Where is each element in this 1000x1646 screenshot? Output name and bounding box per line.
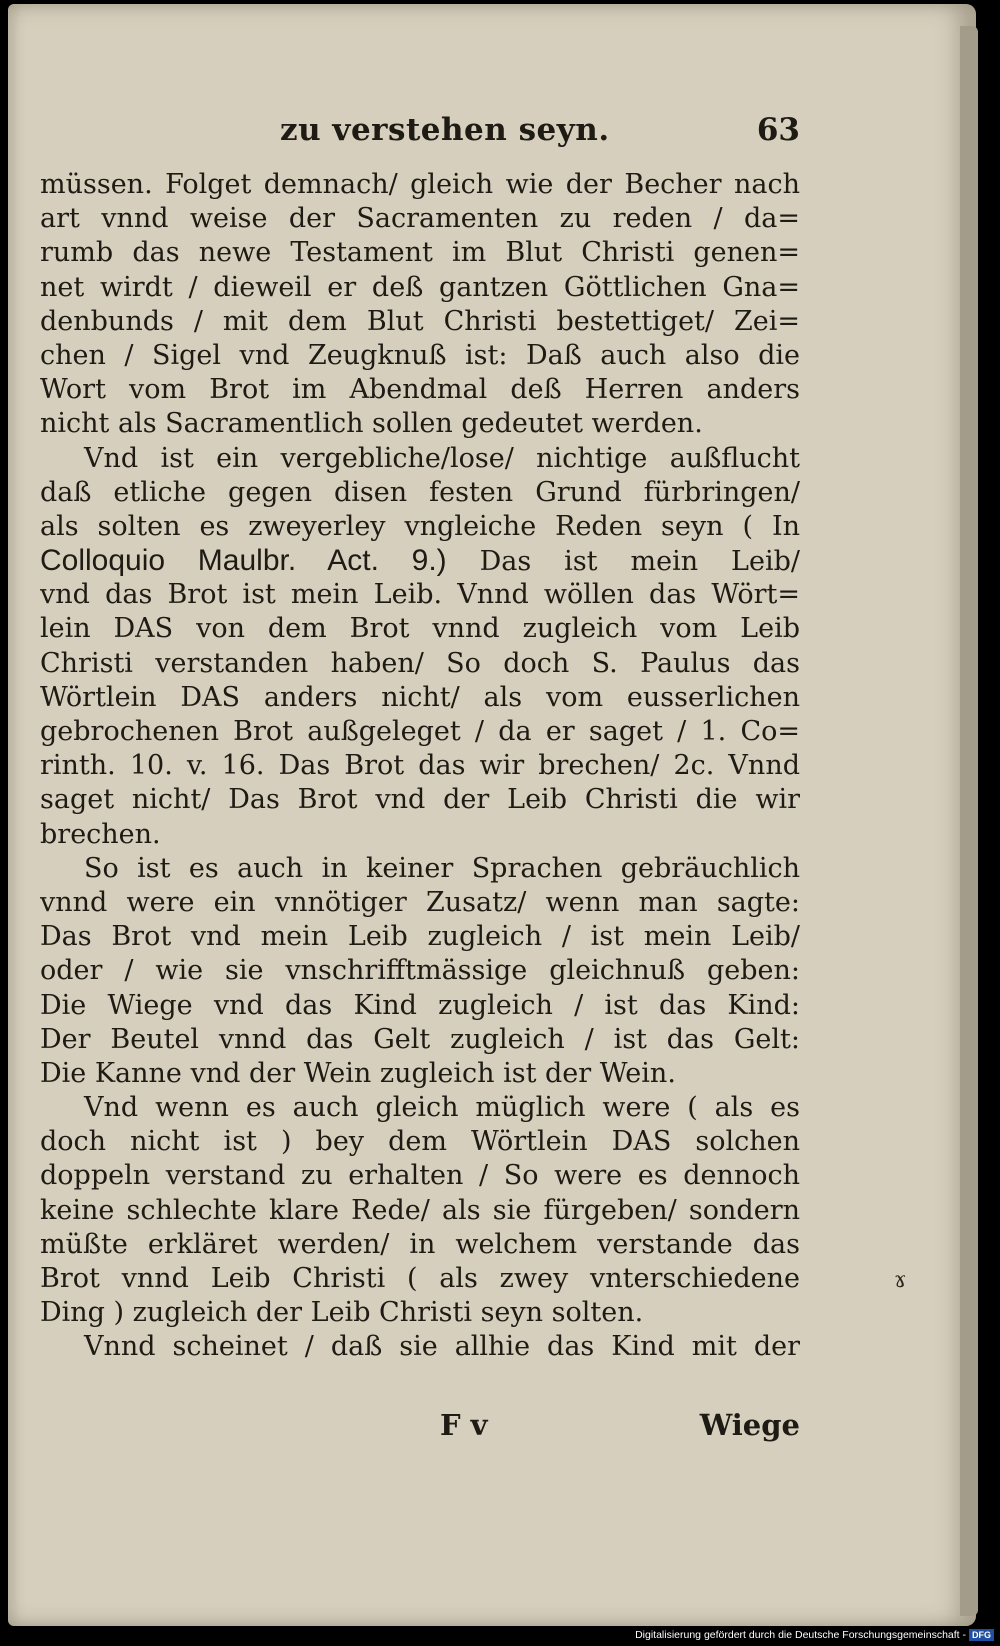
text-line: Das Brot vnd mein Leib zugleich / ist mein Leib/ bbox=[40, 921, 800, 953]
text-line: chen / Sigel vnd Zeugknuß ist: Daß auch also die bbox=[40, 339, 800, 371]
text-line: rumb das newe Testament im Blut Christi genen= bbox=[40, 237, 800, 269]
text-line: müßte erkläret werden/ in welchem verstande das bbox=[40, 1228, 800, 1260]
digitization-credit bbox=[635, 1628, 994, 1642]
text-line: So ist es auch in keiner Sprachen gebräuchlich bbox=[84, 852, 800, 884]
signature-mark: F v bbox=[440, 1408, 488, 1442]
text-line: Christi verstanden haben/ So doch S. Paulus das bbox=[40, 647, 800, 679]
text-line: Die Kanne vnd der Wein zugleich ist der Wein. bbox=[40, 1057, 676, 1089]
text-line: denbunds / mit dem Blut Christi bestettiget/ Zei= bbox=[40, 305, 800, 337]
text-line: Vnd ist ein vergebliche/lose/ nichtige außflucht bbox=[84, 442, 800, 474]
text-line: keine schlechte klare Rede/ als sie fürgeben/ sondern bbox=[40, 1194, 800, 1226]
text-line: daß etliche gegen disen festen Grund fürbringen/ bbox=[40, 476, 800, 508]
text-line: gebrochenen Brot außgeleget / da er saget / 1. Co= bbox=[40, 716, 800, 747]
text-line: vnnd were ein vnnötiger Zusatz/ wenn man sagte: bbox=[40, 886, 800, 918]
margin-mark: ɤ bbox=[894, 1268, 907, 1293]
latin-citation: Colloquio Maulbr. Act. 9.) bbox=[40, 544, 447, 578]
dfg-logo: DFG bbox=[969, 1629, 994, 1641]
text-line: oder / wie sie vnschrifftmässige gleichnuß geben: bbox=[40, 955, 800, 987]
text-line: als solten es zweyerley vngleiche Reden seyn ( In bbox=[40, 510, 800, 542]
credit-text: Digitalisierung gefördert durch die Deutsche Forschungsgemeinschaft - bbox=[635, 1629, 966, 1641]
text-line: vnd das Brot ist mein Leib. Vnnd wöllen das Wört= bbox=[40, 579, 800, 611]
text-line: lein DAS von dem Brot vnnd zugleich vom Leib bbox=[40, 613, 800, 645]
text-line: nicht als Sacramentlich sollen gedeutet werden. bbox=[40, 408, 703, 440]
text-line: müssen. Folget demnach/ gleich wie der Becher nach bbox=[40, 169, 800, 200]
text-line bbox=[40, 544, 800, 578]
page-edge bbox=[960, 26, 978, 1616]
text-line: Vnd wenn es auch gleich müglich were ( als es bbox=[84, 1092, 800, 1124]
text-line: doppeln verstand zu erhalten / So were es dennoch bbox=[40, 1160, 800, 1192]
text-line: Ding ) zugleich der Leib Christi seyn solten. bbox=[40, 1297, 644, 1329]
text-line: saget nicht/ Das Brot vnd der Leib Christi die wir bbox=[40, 784, 800, 816]
page-number: 63 bbox=[756, 112, 800, 148]
text-line: Brot vnnd Leib Christi ( als zwey vnterschiedene bbox=[40, 1263, 800, 1294]
body-text bbox=[40, 168, 800, 1365]
text-line-rest: Das ist mein Leib/ bbox=[446, 546, 800, 578]
text-line: Die Wiege vnd das Kind zugleich / ist das Kind: bbox=[40, 989, 800, 1021]
text-line: rinth. 10. v. 16. Das Brot das wir brechen/ 2c. Vnnd bbox=[40, 750, 800, 782]
page-footer bbox=[40, 1408, 800, 1448]
running-head: zu verstehen seyn. bbox=[280, 112, 610, 148]
text-line: Vnnd scheinet / daß sie allhie das Kind mit der bbox=[84, 1331, 800, 1363]
text-line: Wort vom Brot im Abendmal deß Herren anders bbox=[40, 374, 800, 406]
catchword: Wiege bbox=[699, 1408, 800, 1442]
page-header bbox=[40, 112, 800, 162]
text-line: Wörtlein DAS anders nicht/ als vom eusserlichen bbox=[40, 681, 800, 713]
text-line: brechen. bbox=[40, 818, 161, 850]
text-line: net wirdt / dieweil er deß gantzen Göttlichen Gna= bbox=[40, 271, 800, 303]
text-line: Der Beutel vnnd das Gelt zugleich / ist das Gelt: bbox=[40, 1023, 800, 1055]
text-line: doch nicht ist ) bey dem Wörtlein DAS solchen bbox=[40, 1126, 800, 1158]
text-line: art vnnd weise der Sacramenten zu reden / da= bbox=[40, 203, 800, 235]
